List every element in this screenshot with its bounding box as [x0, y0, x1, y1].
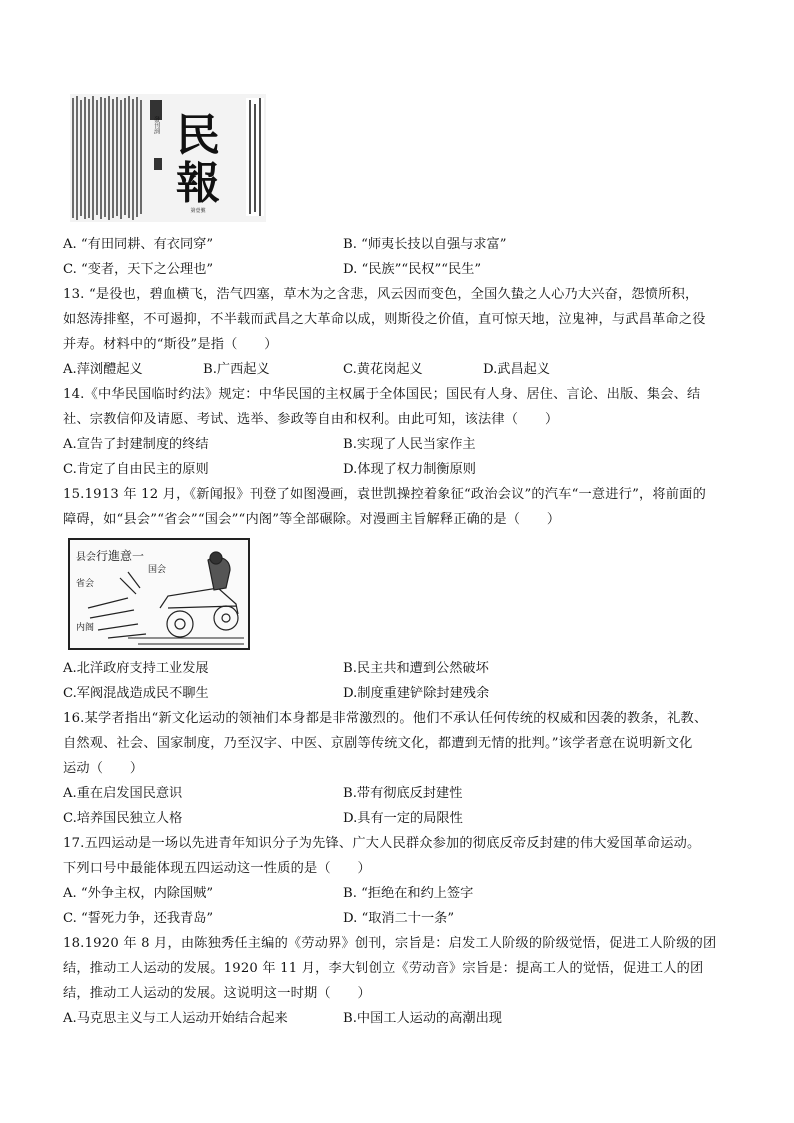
q13-stem-line-1: 13. “是役也，碧血横飞，浩气四塞，草木为之含悲，风云因而变色，全国久蛰之人心乃大兴奋，怨愤所积， [63, 287, 699, 302]
q14-stem-line-1: 14.《中华民国临时约法》规定：中华民国的主权属于全体国民；国民有人身、居住、言论、出版、集会、结 [63, 387, 701, 402]
q14-option-c: C.肯定了自由民主的原则 [63, 462, 209, 477]
minbao-side-label: 發刊詞 [152, 116, 160, 134]
q13-option-c: C.黄花岗起义 [343, 362, 423, 377]
cartoon-label-4: 内阁 [76, 623, 95, 633]
q17-stem-line-1: 17.五四运动是一场以先进青年知识分子为先锋、广大人民群众参加的彻底反帝反封建的伟大爱国革命运动。 [63, 836, 701, 851]
q18-option-b: B.中国工人运动的高潮出现 [343, 1011, 502, 1026]
q14-option-b: B.实现了人民当家作主 [343, 437, 476, 452]
cartoon-caption: 行進意一 [96, 549, 145, 563]
cartoon-label-3: 国会 [148, 565, 167, 575]
q16-stem-line-3: 运动（ ） [63, 761, 144, 776]
q14-stem-line-2: 社、宗教信仰及请愿、考试、选举、参政等自由和权利。由此可知，该法律（ ） [63, 412, 559, 427]
q15-option-b: B.民主共和遭到公然破坏 [343, 661, 489, 676]
q12-option-a: A. “有田同耕、有衣同穿” [63, 237, 214, 252]
q15-stem-line-1: 15.1913 年 12 月，《新闻报》刊登了如图漫画，袁世凯操控着象征“政治会议”的汽车“一意进行”，将前面的 [63, 487, 706, 502]
cartoon-label-1: 县会 [76, 552, 96, 563]
minbao-newspaper-image [70, 94, 266, 222]
q15-option-a: A.北洋政府支持工业发展 [63, 661, 209, 676]
minbao-drawing [70, 94, 266, 222]
q18-option-a: A.马克思主义与工人运动开始结合起来 [63, 1011, 288, 1026]
cartoon-drawing [68, 538, 250, 650]
q12-option-b: B. “师夷长技以自强与求富” [343, 237, 507, 252]
q13-option-d: D.武昌起义 [483, 362, 551, 377]
q18-stem-line-2: 结，推动工人运动的发展。1920 年 11 月，李大钊创立《劳动音》宗旨是：提高工人的觉悟，促进工人的团 [63, 961, 704, 976]
q17-stem-line-2: 下列口号中最能体现五四运动这一性质的是（ ） [63, 861, 371, 876]
q14-option-a: A.宣告了封建制度的终结 [63, 437, 209, 452]
q14-option-d: D.体现了权力制衡原则 [343, 462, 476, 477]
q16-option-d: D.具有一定的局限性 [343, 811, 463, 826]
minbao-issue-label: 第壹號 [190, 208, 206, 214]
q15-option-c: C.军阀混战造成民不聊生 [63, 686, 209, 701]
q13-stem-line-3: 并寿。材料中的“斯役”是指（ ） [63, 337, 278, 352]
q18-stem-line-1: 18.1920 年 8 月，由陈独秀任主编的《劳动界》创刊，宗旨是：启发工人阶级的阶级觉悟，促进工人阶级的团 [63, 936, 717, 951]
q18-stem-line-3: 结，推动工人运动的发展。这说明这一时期（ ） [63, 986, 371, 1001]
q13-option-b: B.广西起义 [203, 362, 270, 377]
q12-option-d: D. “民族”“民权”“民生” [343, 262, 482, 277]
q16-stem-line-1: 16.某学者指出“新文化运动的领袖们本身都是非常激烈的。他们不承认任何传统的权威和因袭的教条，礼教、 [63, 711, 708, 726]
q16-option-a: A.重在启发国民意识 [63, 786, 183, 801]
q16-option-b: B.带有彻底反封建性 [343, 786, 463, 801]
q17-option-d: D. “取消二十一条” [343, 911, 455, 926]
q15-option-d: D.制度重建铲除封建残余 [343, 686, 490, 701]
q17-option-b: B. “拒绝在和约上签字 [343, 886, 474, 901]
q15-stem-line-2: 障碍，如“县会”“省会”“国会”“内阁”等全部碾除。对漫画主旨解释正确的是（ ） [63, 512, 561, 527]
q12-option-c: C. “变者，天下之公理也” [63, 262, 214, 277]
q16-stem-line-2: 自然观、社会、国家制度，乃至汉字、中医、京剧等传统文化，都遭到无情的批判。”该学者意在说明新文化 [63, 736, 693, 751]
minbao-title-char-1: 民 [176, 110, 220, 161]
cartoon-label-2: 省会 [76, 579, 95, 589]
q13-stem-line-2: 如怒涛排壑，不可遏抑，不半载而武昌之大革命以成，则斯役之价值，直可惊天地，泣鬼神，与武昌革命之役 [63, 312, 706, 327]
q17-option-c: C. “誓死力争，还我青岛” [63, 911, 214, 926]
q13-option-a: A.萍浏醴起义 [63, 362, 143, 377]
q16-option-c: C.培养国民独立人格 [63, 811, 183, 826]
q15-cartoon-image [68, 538, 250, 650]
q17-option-a: A. “外争主权，内除国贼” [63, 886, 214, 901]
minbao-title-char-2: 報 [176, 158, 220, 209]
